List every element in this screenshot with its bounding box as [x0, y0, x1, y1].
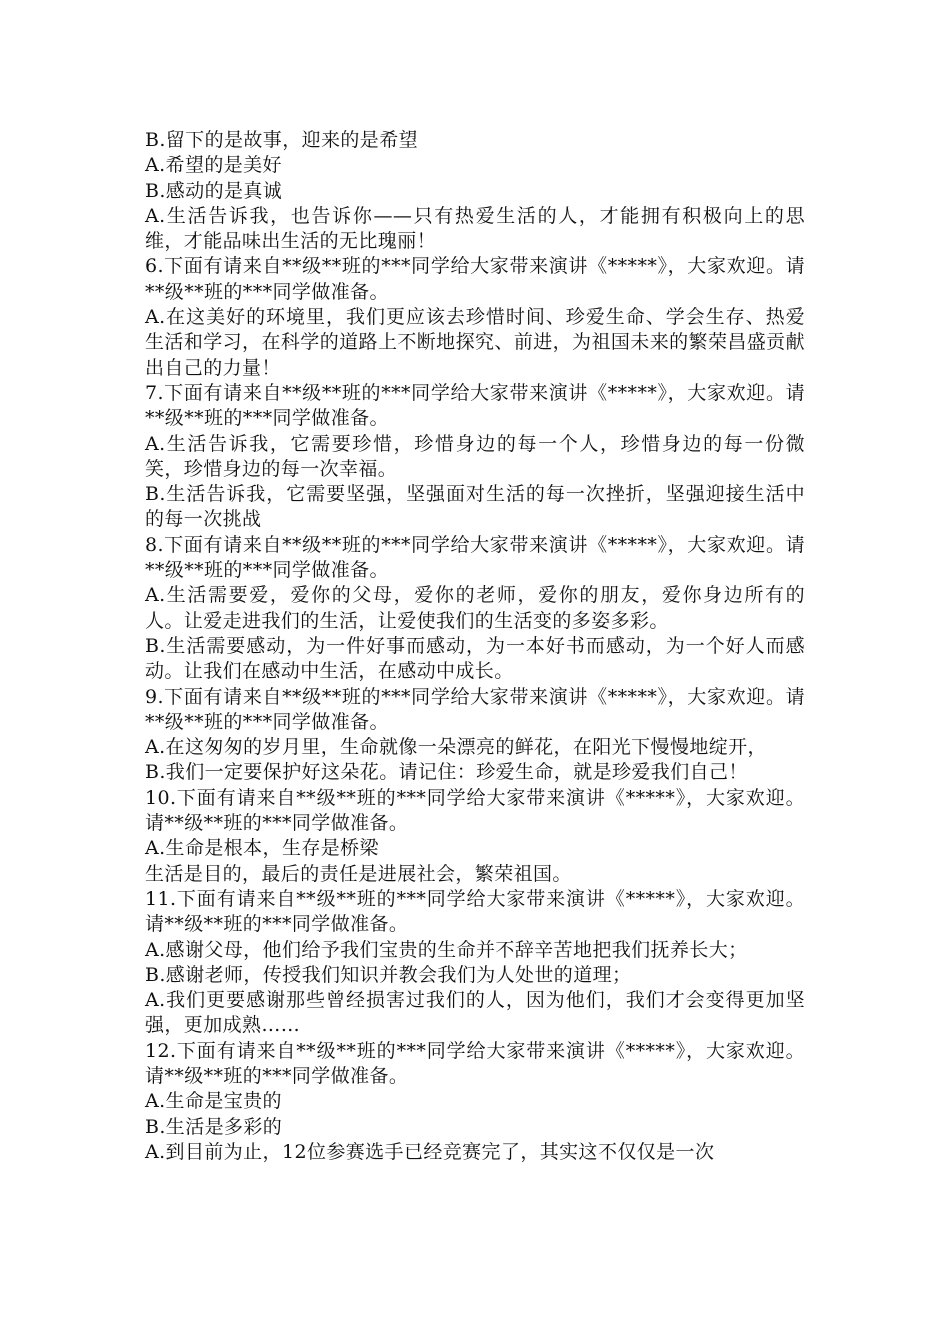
paragraph: 7.下面有请来自**级**班的***同学给大家带来演讲《*****》，大家欢迎。请**级**班的***同学做准备。 — [145, 381, 805, 430]
paragraph: A.感谢父母，他们给予我们宝贵的生命并不辞辛苦地把我们抚养长大； — [145, 938, 748, 961]
paragraph: A.生命是宝贵的 — [145, 1090, 282, 1113]
paragraph: 6.下面有请来自**级**班的***同学给大家带来演讲《*****》，大家欢迎。请**级**班的***同学做准备。 — [145, 255, 805, 303]
paragraph: A.我们更要感谢那些曾经损害过我们的人，因为他们，我们才会变得更加坚强，更加成熟…… — [145, 989, 805, 1037]
paragraph: B.我们一定要保护好这朵花。请记住：珍爱生命，就是珍爱我们自己！ — [145, 761, 748, 784]
paragraph: A.到目前为止，12位参赛选手已经竞赛完了，其实这不仅仅是一次 — [145, 1140, 715, 1163]
paragraph: B.感动的是真诚 — [145, 179, 283, 202]
paragraph: B.生活需要感动，为一件好事而感动，为一本好书而感动，为一个好人而感动。让我们在感动中生活，在感动中成长。 — [145, 634, 805, 683]
paragraph: 8.下面有请来自**级**班的***同学给大家带来演讲《*****》，大家欢迎。请**级**班的***同学做准备。 — [145, 533, 805, 582]
paragraph: A.生活告诉我，也告诉你——只有热爱生活的人，才能拥有积极向上的思维，才能品味出生活的无比瑰丽！ — [145, 204, 805, 253]
paragraph: 9.下面有请来自**级**班的***同学给大家带来演讲《*****》，大家欢迎。请**级**班的***同学做准备。 — [145, 685, 805, 733]
paragraph: A.生活需要爱，爱你的父母，爱你的老师，爱你的朋友，爱你身边所有的人。让爱走进我们的生活，让爱使我们的生活变的多姿多彩。 — [145, 584, 805, 632]
paragraph: 生活是目的，最后的责任是进展社会，繁荣祖国。 — [145, 862, 572, 885]
paragraph: A.生活告诉我，它需要珍惜，珍惜身边的每一个人，珍惜身边的每一份微笑，珍惜身边的每一次幸福。 — [145, 432, 805, 480]
paragraph: 10.下面有请来自**级**班的***同学给大家带来演讲《*****》，大家欢迎。请**级**班的***同学做准备。 — [145, 786, 805, 835]
paragraph: B.留下的是故事，迎来的是希望 — [145, 129, 419, 151]
paragraph: A.在这美好的环境里，我们更应该去珍惜时间、珍爱生命、学会生存、热爱生活和学习，在科学的道路上不断地探究、前进，为祖国未来的繁荣昌盛贡献出自己的力量！ — [145, 306, 805, 379]
paragraph: A.生命是根本，生存是桥梁 — [145, 837, 379, 860]
paragraph: B.生活是多彩的 — [145, 1115, 283, 1138]
paragraph: 11.下面有请来自**级**班的***同学给大家带来演讲《*****》，大家欢迎。请**级**班的***同学做准备。 — [145, 887, 805, 936]
document-body — [145, 128, 805, 1165]
paragraph: A.希望的是美好 — [145, 154, 282, 177]
paragraph: A.在这匆匆的岁月里，生命就像一朵漂亮的鲜花，在阳光下慢慢地绽开， — [145, 736, 767, 759]
paragraph: 12.下面有请来自**级**班的***同学给大家带来演讲《*****》，大家欢迎。请**级**班的***同学做准备。 — [145, 1039, 805, 1087]
paragraph: B.感谢老师，传授我们知识并教会我们为人处世的道理； — [145, 963, 632, 986]
paragraph: B.生活告诉我，它需要坚强，坚强面对生活的每一次挫折，坚强迎接生活中的每一次挑战 — [145, 483, 805, 531]
